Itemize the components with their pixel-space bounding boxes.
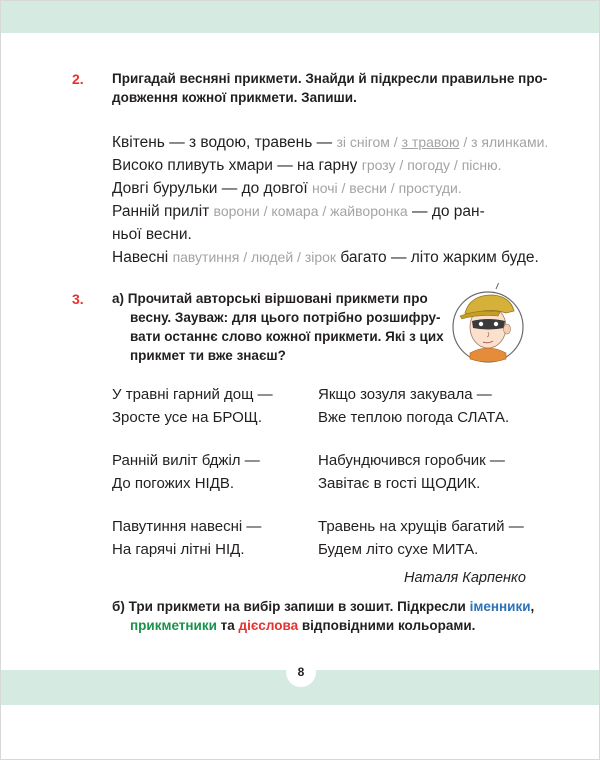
poem-left-3: Павутиння навесні — На гарячі літні НІД. [112, 518, 262, 558]
adjectives-word: прикметники [130, 618, 217, 633]
top-decorative-band [1, 1, 599, 33]
task-2-instruction: Пригадай весняні прикмети. Знайди й підкресли правильне про- довження кожної прикмети. Запиши. [112, 71, 548, 105]
task-2-number: 2. [72, 71, 84, 87]
page-number: 8 [286, 657, 316, 687]
task-3-number: 3. [72, 291, 84, 307]
task-3a-instruction: а) Прочитай авторські віршовані прикмети про весну. Зауваж: для цього потрібно розшифру- вати останнє слово кожної прикмети. Які з цих прикмет ти вже знаєш? [112, 291, 444, 363]
sign-line-6: Навесні павутиння / людей / зірок багато — літо жарким буде. [112, 249, 539, 266]
poem-left-1: У травні гарний дощ — Зросте усе на БРОЩ. [112, 386, 273, 426]
sign-line-2: Високо пливуть хмари — на гарну грозу / погоду / пісню. [112, 157, 502, 174]
poem-author: Наталя Карпенко [404, 570, 526, 586]
poem-left-2: Ранній виліт бджіл — До погожих НІДВ. [112, 452, 260, 492]
verbs-word: дієслова [238, 618, 299, 633]
sign-line-3: Довгі бурульки — до довгої ночі / весни / простуди. [112, 180, 462, 197]
nouns-word: іменники [469, 599, 531, 614]
poem-right-2: Набундючився горобчик — Завітає в гості ЩОДИК. [318, 452, 505, 492]
sign-line-4: Ранній приліт ворони / комара / жайворонка — до ран- [112, 203, 485, 220]
poem-right-1: Якщо зозуля закувала — Вже теплою погода СЛАТА. [318, 386, 510, 426]
boy-with-cap-and-mask-icon [448, 283, 528, 365]
task-2-signs [112, 131, 548, 269]
poem-right-3: Травень на хрущів багатий — Будем літо сухе МИТА. [318, 518, 524, 558]
underlined-answer: з травою [401, 134, 460, 150]
task-3b-instruction: б) Три прикмети на вибір запиши в зошит. Підкресли іменники, прикметники та дієслова відповідними кольорами. [112, 599, 535, 633]
sign-line-5: ньої весни. [112, 226, 192, 243]
sign-line-1: Квітень — з водою, травень — зі снігом / з травою / з ялинками. [112, 134, 549, 151]
